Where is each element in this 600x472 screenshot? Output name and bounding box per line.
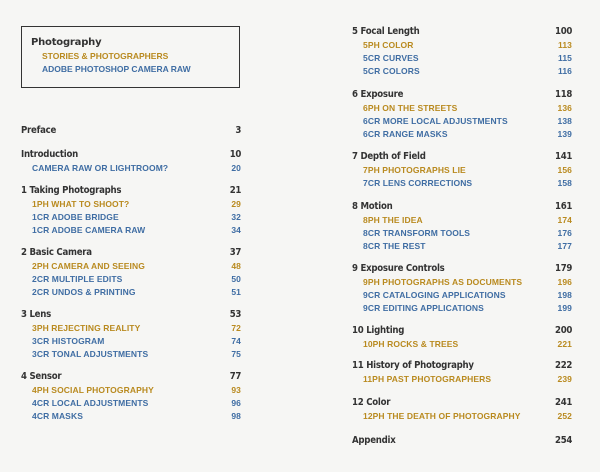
toc-subsection[interactable]	[352, 373, 572, 386]
subsection-page-number: 113	[557, 40, 572, 50]
subsection-page-number: 156	[557, 165, 572, 175]
chapter-title: 11 History of Photography	[352, 360, 474, 371]
subsection-page-number: 29	[231, 199, 241, 209]
subsection-label: 1CR ADOBE CAMERA RAW	[32, 225, 146, 235]
chapter-title: 7 Depth of Field	[352, 151, 426, 162]
subsection-label: 10PH ROCKS & TREES	[363, 339, 459, 349]
chapter-heading[interactable]	[352, 25, 572, 39]
chapter-title: 4 Sensor	[21, 371, 62, 382]
chapter-heading[interactable]	[352, 434, 572, 448]
subsection-label: 4PH SOCIAL PHOTOGRAPHY	[32, 385, 154, 395]
subsection-page-number: 50	[231, 274, 241, 284]
toc-subsection[interactable]	[21, 162, 241, 175]
subsection-page-number: 239	[557, 374, 572, 384]
toc-subsection[interactable]	[352, 410, 572, 423]
chapter-title: 6 Exposure	[352, 89, 404, 100]
chapter-page-number: 254	[554, 435, 573, 446]
toc-subsection[interactable]	[21, 224, 241, 237]
toc-subsection[interactable]	[352, 128, 572, 141]
toc-chapter-3-lens	[21, 308, 241, 361]
toc-subsection[interactable]	[352, 227, 572, 240]
toc-subsection[interactable]	[352, 164, 572, 177]
subsection-page-number: 32	[231, 212, 241, 222]
subsection-label: 6CR RANGE MASKS	[363, 129, 448, 139]
chapter-heading[interactable]	[352, 262, 572, 276]
subsection-label: 5CR CURVES	[363, 53, 419, 63]
toc-subsection[interactable]	[352, 289, 572, 302]
subsection-page-number: 34	[231, 225, 241, 235]
chapter-page-number: 161	[554, 201, 573, 212]
chapter-heading[interactable]	[352, 324, 572, 338]
subsection-page-number: 136	[557, 103, 572, 113]
chapter-title: 9 Exposure Controls	[352, 263, 445, 274]
subsection-page-number: 20	[231, 163, 241, 173]
chapter-page-number: 179	[554, 263, 573, 274]
subsection-label: 6PH ON THE STREETS	[363, 103, 458, 113]
chapter-heading[interactable]	[352, 200, 572, 214]
subsection-label: 1CR ADOBE BRIDGE	[32, 212, 119, 222]
subsection-page-number: 177	[557, 241, 572, 251]
toc-subsection[interactable]	[352, 177, 572, 190]
subsection-label: 9PH PHOTOGRAPHS AS DOCUMENTS	[363, 277, 523, 287]
subsection-label: 11PH PAST PHOTOGRAPHERS	[363, 374, 492, 384]
chapter-title: 10 Lighting	[352, 325, 405, 336]
subsection-label: 2PH CAMERA AND SEEING	[32, 261, 145, 271]
toc-chapter-12-color	[352, 396, 572, 423]
chapter-heading[interactable]	[352, 150, 572, 164]
chapter-page-number: 141	[554, 151, 573, 162]
toc-chapter-1-taking-photographs	[21, 184, 241, 237]
subsection-label: 5CR COLORS	[363, 66, 420, 76]
toc-chapter-8-motion	[352, 200, 572, 253]
subsection-page-number: 93	[231, 385, 241, 395]
subsection-label: 8CR TRANSFORM TOOLS	[363, 228, 471, 238]
chapter-page-number: 241	[554, 397, 573, 408]
subsection-page-number: 196	[557, 277, 572, 287]
toc-subsection[interactable]	[21, 198, 241, 211]
toc-chapter-11-history-of-photography	[352, 359, 572, 386]
chapter-page-number: 21	[229, 185, 242, 196]
subsection-page-number: 74	[231, 336, 241, 346]
subsection-label: 4CR MASKS	[32, 411, 83, 421]
subsection-page-number: 115	[557, 53, 572, 63]
chapter-page-number: 37	[229, 247, 242, 258]
toc-subsection[interactable]	[21, 397, 241, 410]
chapter-heading[interactable]	[21, 370, 241, 384]
toc-subsection[interactable]	[21, 348, 241, 361]
subsection-page-number: 48	[231, 261, 241, 271]
subsection-label: 9CR CATALOGING APPLICATIONS	[363, 290, 506, 300]
subsection-page-number: 174	[557, 215, 572, 225]
toc-subsection[interactable]	[352, 115, 572, 128]
subsection-page-number: 98	[231, 411, 241, 421]
chapter-title: Appendix	[352, 435, 396, 446]
subsection-page-number: 198	[557, 290, 572, 300]
toc-subsection[interactable]	[352, 52, 572, 65]
chapter-title: 1 Taking Photographs	[21, 185, 122, 196]
legend-item-stories: STORIES & PHOTOGRAPHERS	[42, 51, 169, 61]
toc-chapter-2-basic-camera	[21, 246, 241, 299]
chapter-title: 5 Focal Length	[352, 26, 420, 37]
toc-subsection[interactable]	[352, 102, 572, 115]
toc-subsection[interactable]	[21, 384, 241, 397]
toc-chapter-7-depth-of-field	[352, 150, 572, 190]
toc-chapter-9-exposure-controls	[352, 262, 572, 315]
chapter-page-number: 118	[554, 89, 573, 100]
legend-title: Photography	[31, 37, 102, 48]
toc-subsection[interactable]	[352, 214, 572, 227]
chapter-page-number: 3	[235, 125, 242, 136]
legend-box	[21, 26, 240, 88]
chapter-heading[interactable]	[21, 308, 241, 322]
chapter-page-number: 10	[229, 149, 242, 160]
subsection-label: 3CR TONAL ADJUSTMENTS	[32, 349, 149, 359]
toc-chapter-5-focal-length	[352, 25, 572, 78]
subsection-label: 1PH WHAT TO SHOOT?	[32, 199, 130, 209]
subsection-page-number: 158	[557, 178, 572, 188]
subsection-page-number: 96	[231, 398, 241, 408]
chapter-page-number: 77	[229, 371, 242, 382]
chapter-title: Preface	[21, 125, 57, 136]
subsection-label: 4CR LOCAL ADJUSTMENTS	[32, 398, 149, 408]
toc-chapter-4-sensor	[21, 370, 241, 423]
chapter-heading[interactable]	[352, 88, 572, 102]
subsection-page-number: 116	[557, 66, 572, 76]
chapter-title: Introduction	[21, 149, 78, 160]
subsection-label: 12PH THE DEATH OF PHOTOGRAPHY	[363, 411, 521, 421]
subsection-label: 2CR UNDOS & PRINTING	[32, 287, 136, 297]
subsection-label: 9CR EDITING APPLICATIONS	[363, 303, 484, 313]
subsection-label: 8CR THE REST	[363, 241, 426, 251]
subsection-page-number: 221	[557, 339, 572, 349]
chapter-title: 3 Lens	[21, 309, 51, 320]
subsection-page-number: 199	[557, 303, 572, 313]
subsection-label: 3PH REJECTING REALITY	[32, 323, 141, 333]
chapter-title: 12 Color	[352, 397, 391, 408]
subsection-page-number: 252	[557, 411, 572, 421]
chapter-title: 2 Basic Camera	[21, 247, 92, 258]
subsection-label: CAMERA RAW OR LIGHTROOM?	[32, 163, 169, 173]
subsection-page-number: 72	[231, 323, 241, 333]
toc-subsection[interactable]	[352, 338, 572, 351]
chapter-heading[interactable]	[21, 148, 241, 162]
toc-chapter-6-exposure	[352, 88, 572, 141]
toc-chapter-preface	[21, 124, 241, 138]
subsection-label: 7PH PHOTOGRAPHS LIE	[363, 165, 466, 175]
chapter-title: 8 Motion	[352, 201, 393, 212]
subsection-page-number: 139	[557, 129, 572, 139]
subsection-page-number: 75	[231, 349, 241, 359]
toc-chapter-10-lighting	[352, 324, 572, 351]
subsection-label: 7CR LENS CORRECTIONS	[363, 178, 473, 188]
subsection-label: 8PH THE IDEA	[363, 215, 423, 225]
toc-chapter-appendix	[352, 434, 572, 448]
legend-item-camera-raw: ADOBE PHOTOSHOP CAMERA RAW	[42, 64, 191, 74]
subsection-page-number: 176	[557, 228, 572, 238]
chapter-heading[interactable]	[352, 396, 572, 410]
subsection-label: 6CR MORE LOCAL ADJUSTMENTS	[363, 116, 508, 126]
toc-subsection[interactable]	[21, 410, 241, 423]
chapter-page-number: 222	[554, 360, 573, 371]
toc-subsection[interactable]	[352, 302, 572, 315]
chapter-heading[interactable]	[21, 124, 241, 138]
subsection-label: 2CR MULTIPLE EDITS	[32, 274, 123, 284]
chapter-heading[interactable]	[21, 246, 241, 260]
chapter-heading[interactable]	[21, 184, 241, 198]
toc-subsection[interactable]	[21, 273, 241, 286]
subsection-page-number: 138	[557, 116, 572, 126]
toc-chapter-introduction	[21, 148, 241, 175]
chapter-page-number: 53	[229, 309, 242, 320]
toc-subsection[interactable]	[21, 335, 241, 348]
toc-subsection[interactable]	[352, 65, 572, 78]
subsection-page-number: 51	[231, 287, 241, 297]
toc-subsection[interactable]	[352, 240, 572, 253]
chapter-page-number: 200	[554, 325, 573, 336]
subsection-label: 5PH COLOR	[363, 40, 414, 50]
toc-subsection[interactable]	[21, 322, 241, 335]
toc-subsection[interactable]	[352, 39, 572, 52]
subsection-label: 3CR HISTOGRAM	[32, 336, 105, 346]
toc-subsection[interactable]	[352, 276, 572, 289]
toc-subsection[interactable]	[21, 260, 241, 273]
chapter-heading[interactable]	[352, 359, 572, 373]
chapter-page-number: 100	[554, 26, 573, 37]
toc-subsection[interactable]	[21, 286, 241, 299]
toc-subsection[interactable]	[21, 211, 241, 224]
